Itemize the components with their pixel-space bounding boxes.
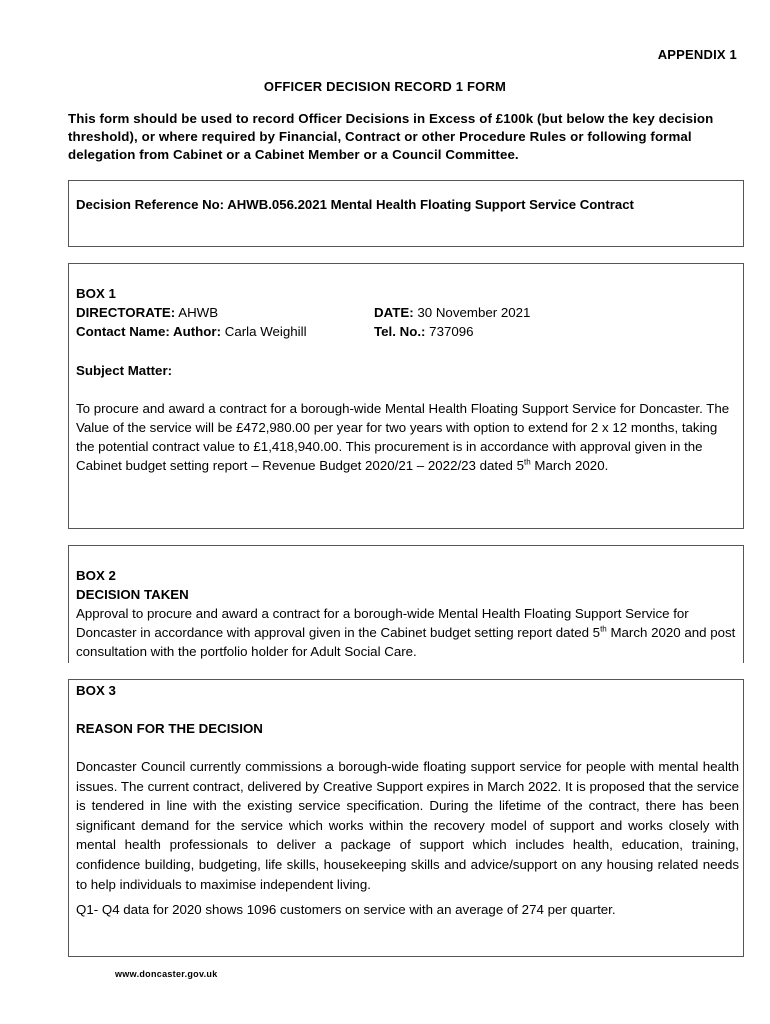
footer-url: www.doncaster.gov.uk <box>115 969 218 979</box>
directorate-row <box>76 303 739 322</box>
contact-label: Contact Name: Author: <box>76 324 222 339</box>
contact-value: Carla Weighill <box>224 324 307 339</box>
directorate-value: AHWB <box>178 305 219 320</box>
decision-text-main: Approval to procure and award a contract for a borough-wide Mental Health Floating Support Service for Doncaster in accordance with approval given in the Cabinet budget setting report dated 5 <box>76 606 689 640</box>
reason-heading: REASON FOR THE DECISION <box>76 721 263 736</box>
appendix-label: APPENDIX 1 <box>657 47 737 62</box>
reason-paragraph-2: Q1- Q4 data for 2020 shows 1096 customers on service with an average of 274 per quarter. <box>76 902 616 918</box>
box-3-content <box>76 681 739 919</box>
form-title: OFFICER DECISION RECORD 1 FORM <box>263 79 507 94</box>
date-label: DATE: <box>374 305 414 320</box>
box-2 <box>68 545 744 663</box>
decision-text-end: March 2020 and post consultation with the portfolio holder for Adult Social Care. <box>76 625 736 659</box>
contact-row <box>76 322 739 341</box>
decision-reference-box <box>68 180 744 247</box>
box-1-heading: BOX 1 <box>76 286 116 301</box>
intro-text: This form should be used to record Officer Decisions in Excess of £100k (but below the key decision threshold), or where required by Financial, Contract or other Procedure Rules or following formal delegation from Cabinet or a Cabinet Member or a Council Committee. <box>68 111 714 162</box>
tel-label: Tel. No.: <box>374 324 426 339</box>
date-field <box>374 303 530 322</box>
tel-value: 737096 <box>429 324 474 339</box>
box-1 <box>68 263 744 529</box>
subject-text-main: To procure and award a contract for a borough-wide Mental Health Floating Support Service for Doncaster. The Value of the service will be £472,980.00 per year for two years with option to extend for 2 x 12 months, taking the potential contract value to £1,418,940.00. This procurement is in accordance with approval given in the Cabinet budget setting report – Revenue Budget 2020/21 – 2022/23 dated 5 <box>76 401 730 473</box>
decision-reference-label: Decision Reference No: <box>76 197 225 212</box>
subject-text-sup: th <box>524 457 531 467</box>
subject-matter-label: Subject Matter: <box>76 363 173 378</box>
reason-paragraph-1: Doncaster Council currently commissions a borough-wide floating support service for people with mental health issues. The current contract, delivered by Creative Support expires in March 2022. It is proposed that the service is tendered in line with the existing service specification. During the lifetime of the contract, there has been significant demand for the service which works within the recovery model of support and works closely with mental health professionals to deliver a package of support which includes health, education, training, confidence building, budgeting, life skills, housekeeping skills and advice/support on any housing related needs to help individuals to maximise independent living. <box>76 759 739 892</box>
box-2-heading: BOX 2 <box>76 568 116 583</box>
date-value: 30 November 2021 <box>417 305 531 320</box>
decision-taken-heading: DECISION TAKEN <box>76 587 189 602</box>
subject-text-end: March 2020. <box>530 458 609 473</box>
directorate-label: DIRECTORATE: <box>76 305 176 320</box>
box-2-content <box>76 566 739 661</box>
box-3 <box>68 679 744 957</box>
box-1-content <box>76 284 739 475</box>
decision-reference-value: AHWB.056.2021 Mental Health Floating Support Service Contract <box>227 197 634 212</box>
decision-reference <box>76 197 741 212</box>
box-3-heading: BOX 3 <box>76 683 116 698</box>
decision-taken-text <box>76 604 739 661</box>
subject-matter-text <box>76 399 739 475</box>
tel-field <box>374 322 474 341</box>
decision-text-sup: th <box>600 624 607 634</box>
